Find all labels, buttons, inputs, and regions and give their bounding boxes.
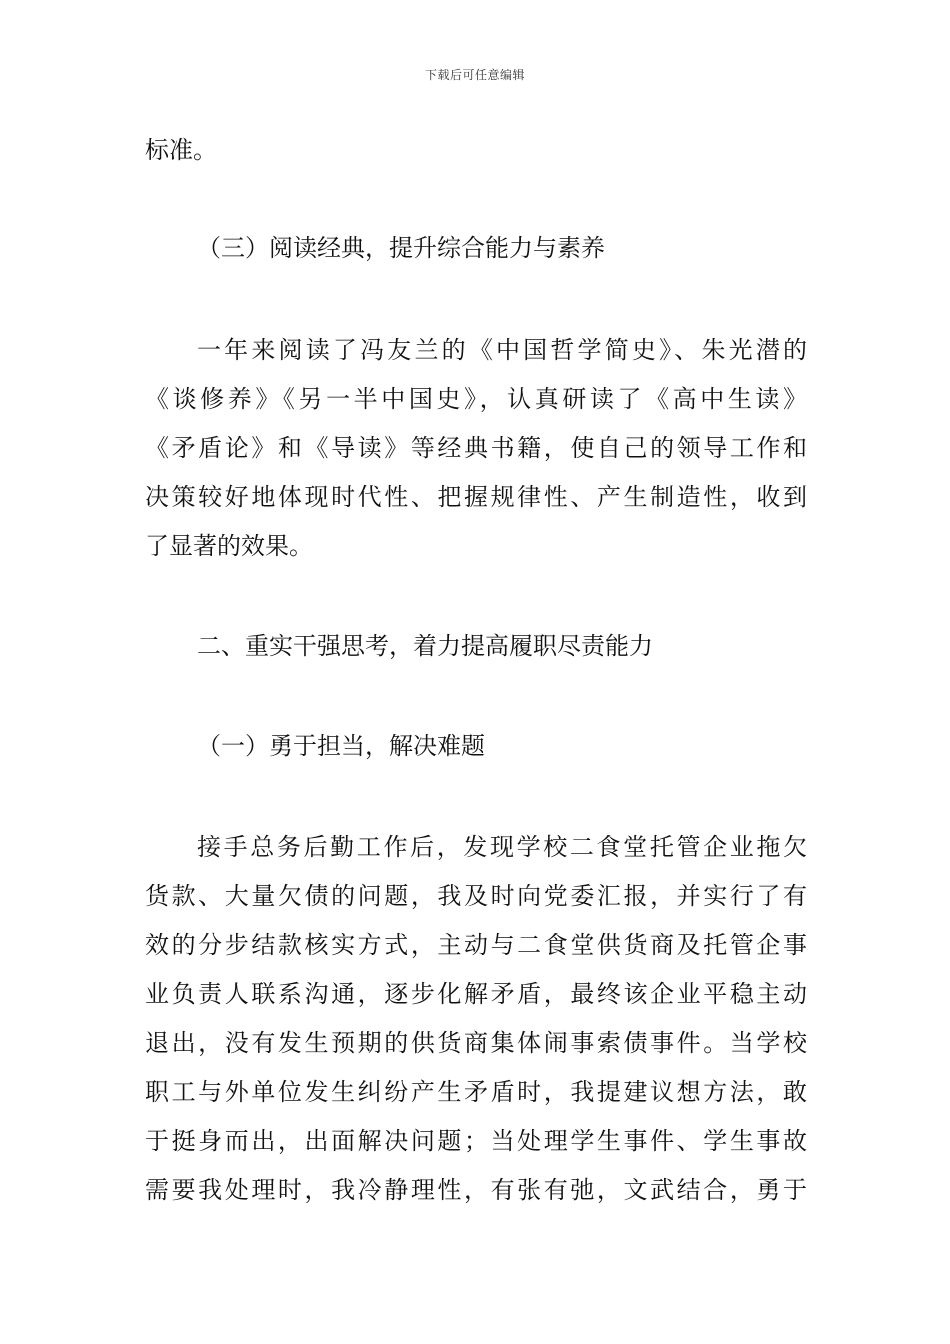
- paragraph-line: 了显著的效果。: [145, 532, 313, 560]
- paragraph-line: 《谈修养》《另一半中国史》，认真研读了《高中生读》: [145, 385, 807, 413]
- page-header: 下载后可任意编辑: [424, 68, 525, 82]
- section-heading: （三）阅读经典，提升综合能力与素养: [197, 234, 605, 262]
- paragraph-line: 标准。: [145, 136, 217, 164]
- paragraph-line: 货款、大量欠债的问题，我及时向党委汇报，并实行了有: [145, 882, 807, 910]
- paragraph-line: 于挺身而出，出面解决问题；当处理学生事件、学生事故: [145, 1127, 807, 1155]
- paragraph-line: 业负责人联系沟通，逐步化解矛盾，最终该企业平稳主动: [145, 980, 807, 1008]
- paragraph-line: 决策较好地体现时代性、把握规律性、产生制造性，收到: [145, 483, 807, 511]
- paragraph-line: 退出，没有发生预期的供货商集体闹事索债事件。当学校: [145, 1029, 807, 1057]
- chapter-heading: 二、重实干强思考，着力提高履职尽责能力: [197, 632, 653, 660]
- paragraph-line: 《矛盾论》和《导读》等经典书籍，使自己的领导工作和: [145, 434, 807, 462]
- section-heading: （一）勇于担当，解决难题: [197, 732, 485, 760]
- paragraph-line: 一年来阅读了冯友兰的《中国哲学简史》、朱光潜的: [197, 336, 807, 364]
- paragraph-line: 效的分步结款核实方式，主动与二食堂供货商及托管企事: [145, 931, 807, 959]
- paragraph-line: 接手总务后勤工作后，发现学校二食堂托管企业拖欠: [197, 833, 807, 861]
- paragraph-line: 需要我处理时，我冷静理性，有张有弛，文武结合，勇于: [145, 1176, 807, 1204]
- paragraph-line: 职工与外单位发生纠纷产生矛盾时，我提建议想方法，敢: [145, 1078, 807, 1106]
